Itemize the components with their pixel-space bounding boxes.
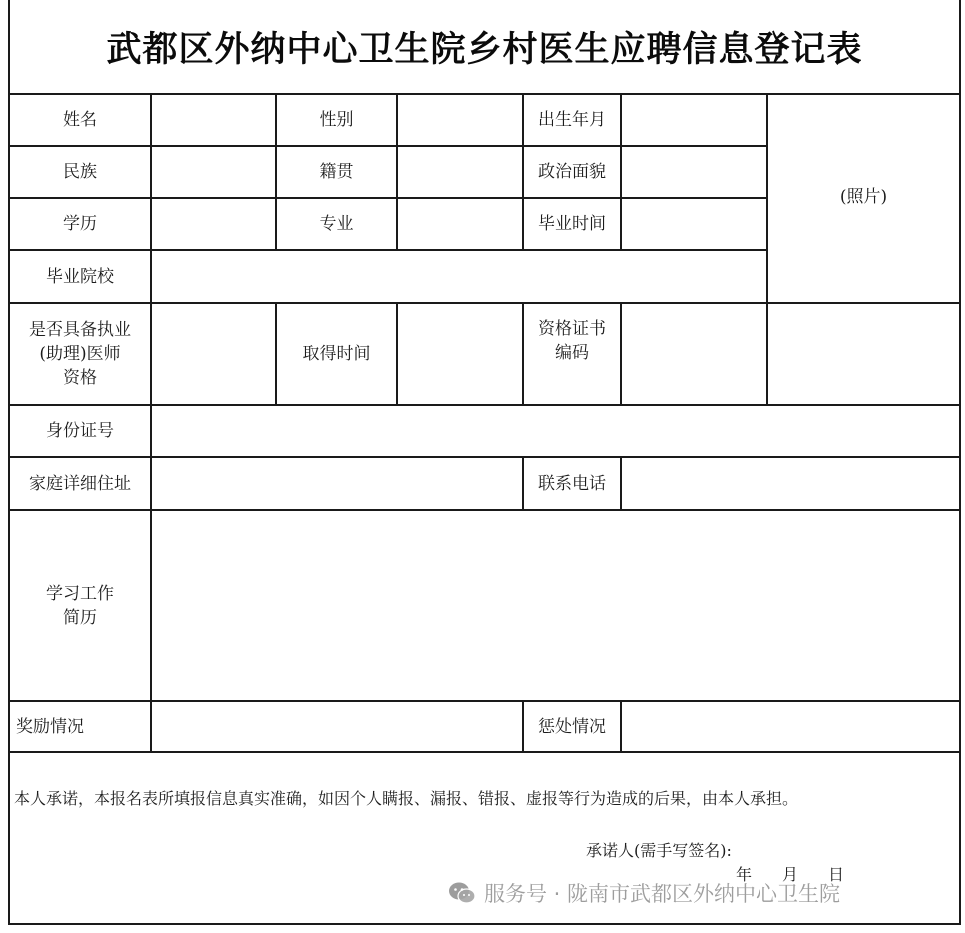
major-field[interactable]	[398, 199, 522, 249]
education-field[interactable]	[152, 199, 275, 249]
cert-extra-field[interactable]	[768, 304, 959, 404]
school-field[interactable]	[152, 251, 766, 302]
ethnicity-field[interactable]	[152, 147, 275, 197]
resume-field[interactable]	[152, 511, 959, 700]
resume-label	[10, 511, 150, 700]
qualification-label-line2: (助理)医师	[39, 344, 121, 364]
grad-time-field[interactable]	[622, 199, 766, 249]
ethnicity-label: 民族	[63, 162, 97, 182]
qualification-field[interactable]	[152, 304, 275, 404]
gender-field[interactable]	[398, 95, 522, 145]
phone-field[interactable]	[622, 458, 959, 509]
gender-label: 性别	[319, 110, 354, 130]
qualification-label-line3: 资格	[63, 368, 97, 388]
wechat-icon	[448, 881, 476, 905]
photo-box[interactable]: (照片)	[839, 187, 888, 207]
date-year: 年	[736, 865, 753, 884]
phone-label: 联系电话	[538, 473, 606, 494]
school-label: 毕业院校	[46, 266, 114, 287]
hometown-label: 籍贯	[319, 162, 354, 182]
punishments-label: 惩处情况	[538, 716, 606, 737]
obtain-time-field[interactable]	[398, 304, 522, 404]
rewards-field[interactable]	[152, 702, 522, 751]
birth-label: 出生年月	[538, 110, 606, 130]
form-title: 武都区外纳中心卫生院乡村医生应聘信息登记表	[106, 30, 863, 70]
cert-label-line2: 编码	[555, 343, 589, 363]
grad-time-label: 毕业时间	[538, 214, 606, 234]
resume-label-line1: 学习工作	[46, 583, 114, 604]
education-label: 学历	[63, 214, 97, 234]
address-field[interactable]	[152, 458, 522, 509]
name-label: 姓名	[63, 110, 97, 130]
qualification-label-line1: 是否具备执业	[29, 320, 131, 340]
rewards-label: 奖励情况	[16, 716, 84, 737]
address-label: 家庭详细住址	[29, 473, 131, 494]
date-day: 日	[828, 865, 845, 884]
resume-label-line2: 简历	[63, 607, 97, 628]
qualification-label	[10, 304, 150, 404]
id-number-label: 身份证号	[46, 421, 114, 441]
major-label: 专业	[319, 214, 354, 234]
cert-label-line1: 资格证书	[538, 319, 606, 339]
political-label: 政治面貌	[538, 162, 606, 182]
watermark-text: 服务号 · 陇南市武都区外纳中心卫生院	[484, 882, 841, 906]
pledge-text: 本人承诺，本报名表所填报信息真实准确，如因个人瞒报、漏报、错报、虚报等行为造成的后果，由本人承担。	[14, 789, 799, 808]
hometown-field[interactable]	[398, 147, 522, 197]
id-number-field[interactable]	[152, 406, 959, 456]
signer-label: 承诺人(需手写签名):	[586, 841, 732, 860]
political-field[interactable]	[622, 147, 766, 197]
cert-label	[524, 304, 620, 404]
watermark	[448, 876, 840, 910]
obtain-time-label: 取得时间	[302, 344, 371, 364]
name-field[interactable]	[152, 95, 275, 145]
date-month: 月	[782, 865, 799, 884]
cert-field[interactable]	[622, 304, 766, 404]
birth-field[interactable]	[622, 95, 766, 145]
punishments-field[interactable]	[622, 702, 959, 751]
